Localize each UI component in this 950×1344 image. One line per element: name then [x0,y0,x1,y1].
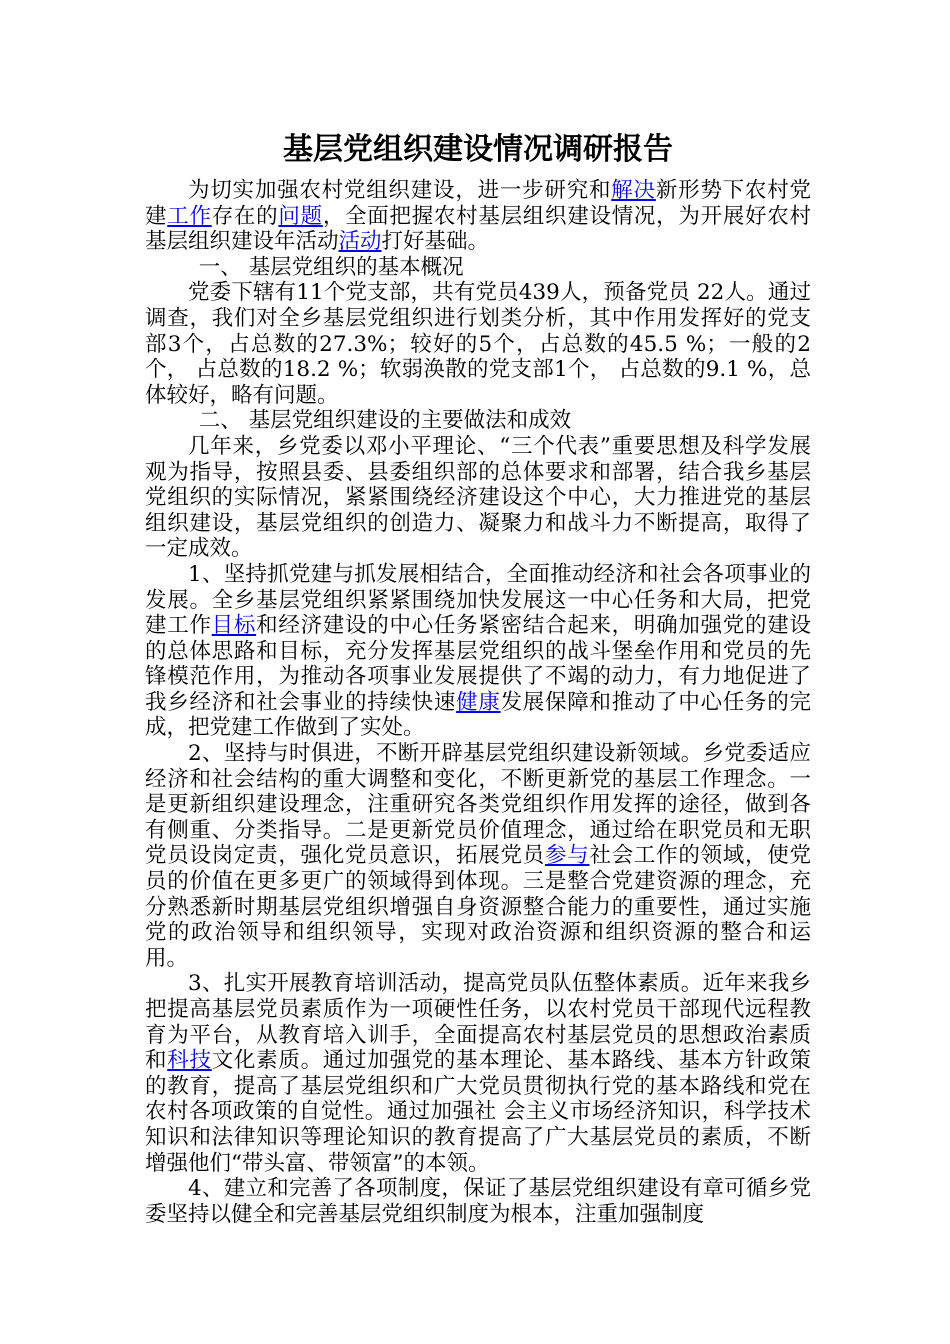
intro-text-4: ，全面把握农村基层组织建设情况，为开展好农村基层组织建设年活动 [145,203,811,255]
link-jiejue[interactable]: 解决 [611,178,656,203]
point-2-paragraph [145,741,811,971]
link-keji[interactable]: 科技 [167,1048,212,1074]
point-3-paragraph [145,971,811,1176]
link-jiankang[interactable]: 健康 [456,689,501,715]
intro-text-1: 为切实加强农村党组织建设，进一步研究和 [188,178,612,203]
section-1-paragraph: 党委下辖有11个党支部，共有党员439人，预备党员 22人。通过调查，我们对全乡基层党组织进行划类分析，其中作用发挥好的党支部3个，占总数的27.3%；较好的5个，占总数的45.5 %；一般的2个， 占总数的18.2 %；软弱涣散的党支部1个， 占总数的9.1 %，总体较好，略有问题。 [145,280,811,408]
section-2-paragraph: 几年来，乡党委以邓小平理论、“三个代表”重要思想及科学发展观为指导，按照县委、县委组织部的总体要求和部署，结合我乡基层党组织的实际情况，紧紧围绕经济建设这个中心，大力推进党的基层组织建设，基层党组织的创造力、凝聚力和战斗力不断提高，取得了一定成效。 [145,433,811,562]
point-3-text-1: 3、扎实开展教育培训活动，提高党员队伍整体素质。近年来我乡把提高基层党员素质作为一项硬性任务，以农村党员干部现代远程教育为平台，从教育培入训手，全面提高农村基层党员的思想政治素质和 [145,971,811,1074]
section-2-heading: 二、 基层党组织建设的主要做法和成效 [198,408,572,434]
point-4-paragraph: 4、建立和完善了各项制度，保证了基层党组织建设有章可循乡党委坚持以健全和完善基层党组织制度为根本，注重加强制度 [145,1176,811,1227]
point-2-text-2: 社会工作的领域，使党员的价值在更多更广的领域得到体现。三是整合党建资源的理念，充分熟悉新时期基层党组织增强自身资源整合能力的重要性，通过实施党的政治领导和组织领导，实现对政治资源和组织资源的整合和运用。 [145,843,811,971]
point-2-text-1: 2、坚持与时俱进，不断开辟基层党组织建设新领域。乡党委适应经济和社会结构的重大调整和变化，不断更新党的基层工作理念。一是更新组织建设理念，注重研究各类党组织作用发挥的途径，做到各有侧重、分类指导。二是更新党员价值理念，通过给在职党员和无职党员设岗定责，强化党员意识，拓展党员 [145,741,811,869]
section-1-heading: 一、 基层党组织的基本概况 [198,254,464,280]
link-gongzuo[interactable]: 工作 [167,203,212,229]
point-1-text-2: 和经济建设的中心任务紧密结合起来，明确加强党的建设的总体思路和目标，充分发挥基层党组织的战斗堡垒作用和党员的先锋模范作用，为推动各项事业发展提供了不竭的动力，有力地促进了我乡经济和社会事业的持续快速 [145,613,811,715]
link-mubiao[interactable]: 目标 [211,613,257,639]
intro-text-2: 新形势下农村党建 [145,178,811,229]
point-1-paragraph [145,562,811,741]
point-1-text-1: 1、坚持抓党建与抓发展相结合，全面推动经济和社会各项事业的发展。全乡基层党组织紧紧围绕加快发展这一中心任务和大局，把党建工作 [145,561,811,639]
document-title: 基层党组织建设情况调研报告 [283,132,673,167]
point-1-text-3: 发展保障和推动了中心任务的完成，把党建工作做到了实处。 [145,689,811,741]
document-page [145,128,811,1227]
intro-text-3: 存在的 [211,203,279,229]
link-canyu[interactable]: 参与 [545,843,590,869]
link-wenti[interactable]: 问题 [278,203,323,229]
link-huodong[interactable]: 活动 [338,229,382,255]
intro-paragraph [145,178,811,255]
intro-text-5: 打好基础。 [381,229,490,255]
point-3-text-2: 文化素质。通过加强党的基本理论、基本路线、基本方针政策的教育，提高了基层党组织和广大党员贯彻执行党的基本路线和党在农村各项政策的自觉性。通过加强社 会主义市场经济知识，科学技术知识和法律知识等理论知识的教育提高了广大基层党员的素质，不断增强他们“带头富、带领富”的本领。 [145,1048,811,1176]
